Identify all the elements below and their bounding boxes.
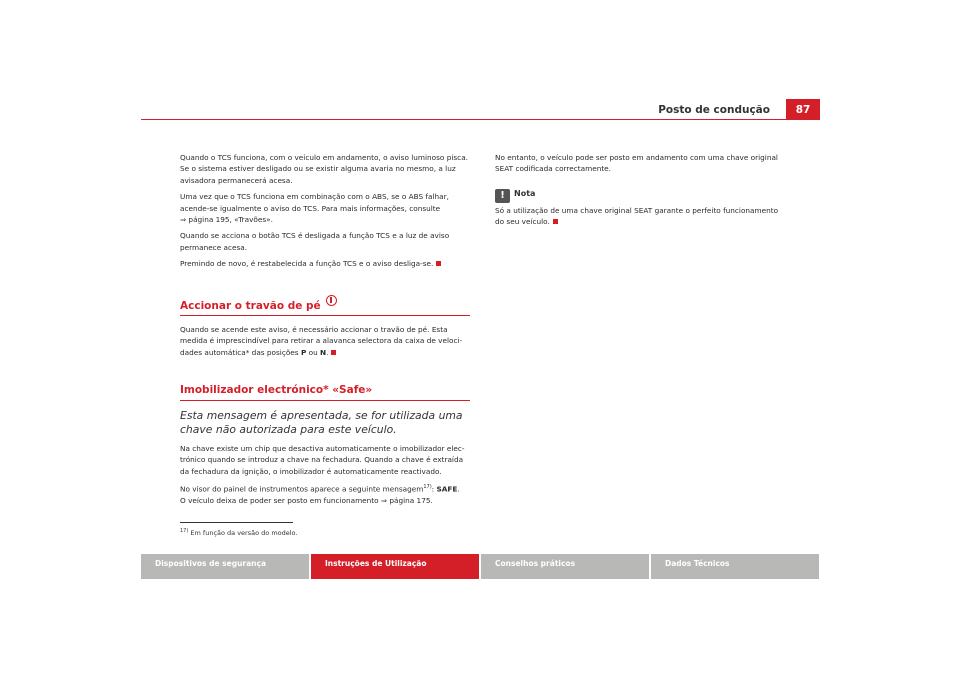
paragraph	[180, 258, 470, 269]
footnote-number: 17)	[180, 528, 189, 534]
paragraph-text: O veículo deixa de poder ser posto em funcionamento ⇒ página 175.	[180, 495, 433, 505]
section-end-marker	[553, 219, 558, 224]
footer-tab-technical-data[interactable]: Dados Técnicos	[651, 554, 819, 579]
section-heading-immobilizer: Imobilizador electrónico* «Safe»	[180, 385, 470, 400]
section-end-marker	[331, 350, 336, 355]
note-icon: !	[495, 189, 510, 203]
header-divider	[141, 119, 820, 120]
footer-tab-safety[interactable]: Dispositivos de segurança	[141, 554, 309, 579]
paragraph-text: .	[457, 484, 460, 494]
paragraph: Na chave existe um chip que desactiva automaticamente o imobilizador electrónico quando se introduz a chave na fechadura. Quando a chave é extraída da fechadura da ignição, o imobilizador é automaticamente reactivado.	[180, 443, 465, 476]
section-end-marker	[436, 261, 441, 266]
paragraph-text: Premindo de novo, é restabelecida a função TCS e o aviso desliga-se.	[180, 259, 434, 269]
footnote-divider	[180, 522, 293, 523]
footer-tab-operation[interactable]: Instruções de Utilização	[311, 554, 479, 579]
footnote	[180, 528, 297, 537]
safe-message: SAFE	[436, 484, 458, 494]
paragraph-text: Quando se acende este aviso, é necessário accionar o travão de pé. Esta medida é imprescindível para retirar a alavanca selectora da caixa de velocidades automática* das posições	[180, 325, 463, 357]
paragraph-text: .	[326, 347, 329, 357]
page-reference-link[interactable]: ⇒ página 195, «Travões».	[180, 215, 273, 225]
right-column	[495, 152, 785, 233]
footnote-reference[interactable]: 17)	[423, 483, 432, 490]
paragraph-text: :	[431, 484, 437, 494]
paragraph	[180, 324, 470, 358]
gear-position-n: N	[320, 347, 327, 357]
paragraph: Quando se acciona o botão TCS é desligada a função TCS e a luz de aviso permanece acesa.	[180, 231, 450, 252]
footer-tab-tips[interactable]: Conselhos práticos	[481, 554, 649, 579]
heading-text: Accionar o travão de pé	[180, 299, 321, 312]
page-number: 87	[786, 99, 820, 120]
note-body	[495, 205, 785, 228]
paragraph	[180, 482, 470, 506]
paragraph-text: No visor do painel de instrumentos aparece a seguinte mensagem	[180, 484, 424, 494]
footnote-text: Em função da versão do modelo.	[190, 529, 298, 538]
note-title: Nota	[514, 188, 536, 198]
section-subheading: Esta mensagem é apresentada, se for utilizada uma chave não autorizada para este veículo.	[180, 408, 463, 436]
left-column	[180, 152, 470, 511]
page-header-title: Posto de condução	[658, 104, 770, 116]
gear-position-p: P	[300, 347, 307, 357]
brake-warning-icon	[326, 295, 337, 306]
paragraph-text: Só a utilização de uma chave original SEAT garante o perfeito funcionamento do seu veículo.	[495, 205, 779, 227]
paragraph: Quando o TCS funciona, com o veículo em andamento, o aviso luminoso pisca. Se o sistema estiver desligado ou se existir alguma avaria no mesmo, a luz avisadora permanecerá acesa.	[180, 153, 468, 185]
paragraph: No entanto, o veículo pode ser posto em andamento com uma chave original SEAT codificada correctamente.	[495, 153, 778, 174]
paragraph	[180, 191, 470, 225]
note-header	[495, 188, 785, 203]
paragraph-text: ou	[306, 347, 321, 357]
paragraph-text: Uma vez que o TCS funciona em combinação com o ABS, se o ABS falhar, acende-se igualmente o aviso do TCS. Para mais informações, consulte	[180, 192, 449, 213]
section-heading-brake	[180, 295, 470, 316]
